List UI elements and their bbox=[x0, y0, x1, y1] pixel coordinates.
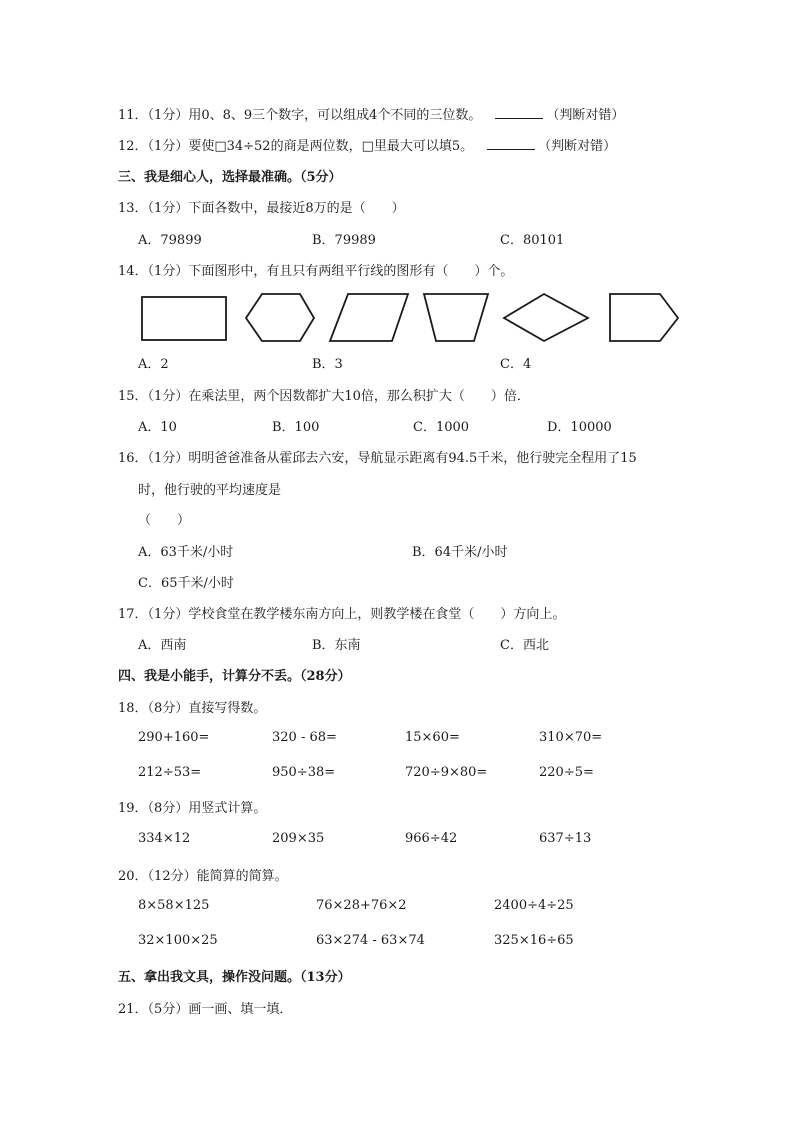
question-12 bbox=[118, 135, 616, 154]
question-12-suffix: （判断对错） bbox=[538, 139, 617, 154]
calc-item: 334×12 bbox=[138, 831, 191, 846]
question-16-stem-line1: 16．（1分）明明爸爸准备从霍邱去六安，导航显示距离有94.5千米，他行驶完全程用了15 bbox=[118, 451, 637, 466]
question-15-option-b[interactable]: B．100 bbox=[272, 420, 320, 435]
question-16-option-a[interactable]: A．63千米/小时 bbox=[138, 545, 234, 560]
calc-item: 720÷9×80= bbox=[405, 765, 488, 780]
question-17-stem: 17．（1分）学校食堂在教学楼东南方向上，则教学楼在食堂（ ）方向上。 bbox=[118, 607, 566, 622]
calc-item: 966÷42 bbox=[405, 831, 458, 846]
question-16-stem-line2: 时，他行驶的平均速度是 bbox=[138, 483, 282, 498]
answer-blank[interactable] bbox=[495, 108, 543, 119]
pentagon-shape bbox=[610, 294, 678, 341]
calc-item: 220÷5= bbox=[539, 765, 594, 780]
calc-item: 8×58×125 bbox=[138, 898, 210, 913]
calc-item: 63×274 - 63×74 bbox=[316, 933, 425, 948]
question-13-stem: 13．（1分）下面各数中，最接近8万的是（ ） bbox=[118, 201, 405, 216]
calc-item: 325×16÷65 bbox=[494, 933, 574, 948]
calc-item: 2400÷4÷25 bbox=[494, 898, 574, 913]
calc-item: 637÷13 bbox=[539, 831, 592, 846]
question-16-paren: （ ） bbox=[138, 513, 191, 528]
answer-blank[interactable] bbox=[487, 139, 535, 150]
section-3-heading: 三、我是细心人，选择最准确。（5分） bbox=[118, 170, 342, 185]
calc-item: 320 - 68= bbox=[272, 730, 337, 745]
question-13-option-c[interactable]: C．80101 bbox=[500, 233, 565, 248]
rectangle-shape bbox=[142, 297, 226, 340]
question-15-option-c[interactable]: C．1000 bbox=[413, 420, 470, 435]
question-19-stem: 19．（8分）用竖式计算。 bbox=[118, 801, 267, 816]
question-11 bbox=[118, 104, 624, 123]
question-13-option-b[interactable]: B．79989 bbox=[312, 233, 376, 248]
rhombus-shape bbox=[504, 294, 588, 341]
trapezoid-shape bbox=[424, 294, 488, 341]
question-13-option-a[interactable]: A．79899 bbox=[138, 233, 202, 248]
section-5-heading: 五、拿出我文具，操作没问题。（13分） bbox=[118, 970, 351, 985]
question-14-shapes bbox=[136, 288, 684, 348]
calc-item: 212÷53= bbox=[138, 765, 202, 780]
question-16-option-c[interactable]: C．65千米/小时 bbox=[138, 576, 234, 591]
question-14-option-c[interactable]: C．4 bbox=[500, 357, 532, 372]
question-15-option-a[interactable]: A．10 bbox=[138, 420, 177, 435]
question-11-suffix: （判断对错） bbox=[546, 108, 625, 123]
calc-item: 310×70= bbox=[539, 730, 603, 745]
question-14-option-a[interactable]: A．2 bbox=[138, 357, 169, 372]
question-17-option-b[interactable]: B．东南 bbox=[312, 638, 361, 653]
question-11-text: 11．（1分）用0、8、9三个数字，可以组成4个不同的三位数。 bbox=[118, 108, 482, 123]
calc-item: 950÷38= bbox=[272, 765, 336, 780]
question-15-stem: 15．（1分）在乘法里，两个因数都扩大10倍，那么积扩大（ ）倍． bbox=[118, 389, 530, 404]
question-15-option-d[interactable]: D．10000 bbox=[547, 420, 612, 435]
question-12-text: 12．（1分）要使□34÷52的商是两位数，□里最大可以填5。 bbox=[118, 139, 474, 154]
question-16-option-b[interactable]: B．64千米/小时 bbox=[412, 545, 508, 560]
question-14-option-b[interactable]: B．3 bbox=[312, 357, 343, 372]
calc-item: 32×100×25 bbox=[138, 933, 218, 948]
calc-item: 76×28+76×2 bbox=[316, 898, 407, 913]
question-18-stem: 18．（8分）直接写得数。 bbox=[118, 701, 267, 716]
question-14-stem: 14．（1分）下面图形中，有且只有两组平行线的图形有（ ）个。 bbox=[118, 264, 514, 279]
calc-item: 209×35 bbox=[272, 831, 325, 846]
question-20-stem: 20．（12分）能简算的简算。 bbox=[118, 869, 288, 884]
parallelogram-shape bbox=[330, 294, 408, 341]
calc-item: 290+160= bbox=[138, 730, 210, 745]
calc-item: 15×60= bbox=[405, 730, 460, 745]
question-17-option-c[interactable]: C．西北 bbox=[500, 638, 549, 653]
hexagon-shape bbox=[246, 294, 314, 341]
question-21-stem: 21．（5分）画一画、填一填． bbox=[118, 1002, 293, 1017]
question-17-option-a[interactable]: A．西南 bbox=[138, 638, 187, 653]
section-4-heading: 四、我是小能手，计算分不丢。（28分） bbox=[118, 669, 351, 684]
